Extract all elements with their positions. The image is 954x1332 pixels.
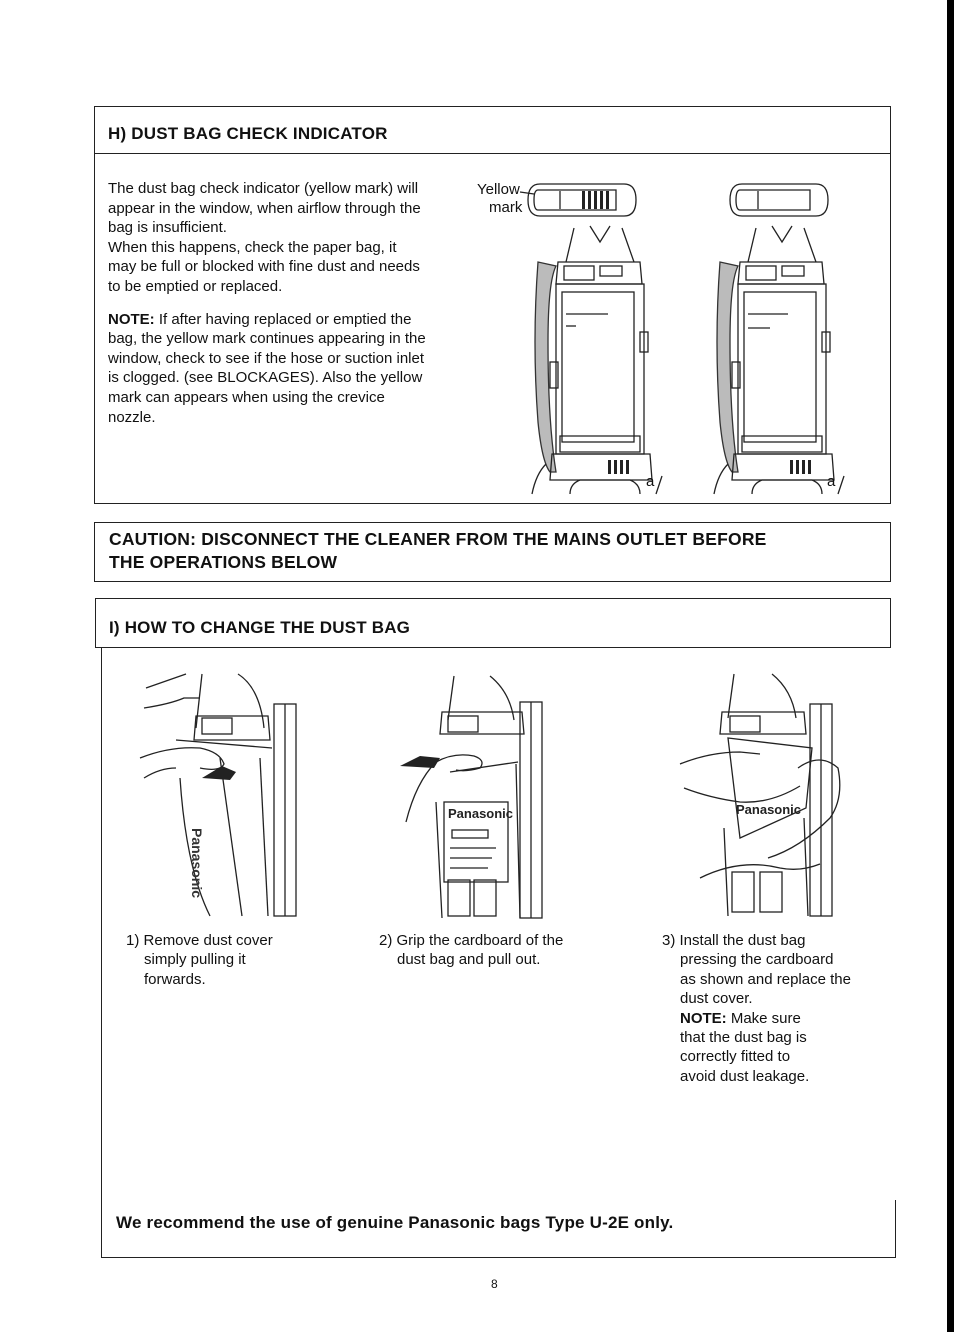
caution-line-1: CAUTION: DISCONNECT THE CLEANER FROM THE MAINS OUTLET BEFORE: [109, 529, 767, 549]
step-3-install-bag-illustration: [680, 668, 848, 920]
step-3-note-text: Make sure that the dust bag is correctly fitted to avoid dust leakage.: [680, 1009, 810, 1085]
caution-line-2: THE OPERATIONS BELOW: [109, 552, 338, 572]
section-i-bottom-border: [101, 1257, 896, 1258]
step-3-number: 3): [662, 932, 676, 949]
step-3-note: [662, 1009, 820, 1087]
vacuum-cleaner-illustration-1: [530, 222, 670, 497]
step-3-text: Install the dust bag pressing the cardboard as shown and replace the dust cover.: [679, 932, 851, 1008]
caution-text: [109, 528, 767, 574]
page-number: 8: [491, 1277, 498, 1291]
section-i-left-border: [101, 648, 102, 1258]
note-text: If after having replaced or emptied the bag, the yellow mark continues appearing in the window, check to see if the hose or suction inlet is clogged. (see BLOCKAGES). Also the yellow mark can appears when using the crevice nozzle.: [108, 310, 426, 426]
step-1-text: Remove dust cover simply pulling it forwards.: [143, 932, 273, 988]
figure-letter-1: a: [646, 473, 655, 490]
recommendation-text: We recommend the use of genuine Panasonic bags Type U-2E only.: [116, 1213, 674, 1232]
step-1-number: 1): [126, 932, 140, 949]
section-h-body: [108, 179, 428, 427]
section-h-title: H) DUST BAG CHECK INDICATOR: [108, 124, 388, 143]
indicator-window-with-mark-illustration: [520, 178, 640, 218]
page-edge-bar: [947, 0, 954, 1332]
step-2-bag-brand: Panasonic: [448, 806, 514, 821]
section-h-title-rule: [94, 153, 891, 154]
indicator-window-empty-illustration: [722, 178, 832, 218]
step-3-note-label: NOTE:: [680, 1009, 727, 1027]
section-h-paragraph-1: The dust bag check indicator (yellow mark) will appear in the window, when airflow through the bag is insufficient.: [108, 180, 421, 237]
svg-text:Panasonic: Panasonic: [189, 828, 205, 899]
step-1-caption: [126, 931, 306, 989]
yellow-label-line-1: Yellow: [477, 181, 520, 198]
section-i-title: I) HOW TO CHANGE THE DUST BAG: [109, 618, 411, 637]
note-label: NOTE:: [108, 310, 155, 328]
step-3-caption: [662, 931, 852, 1086]
step-3-bag-brand: Panasonic: [736, 802, 802, 817]
section-h-paragraph-2: When this happens, check the paper bag, it may be full or blocked with fine dust and needs to be emptied or replaced.: [108, 238, 420, 295]
section-i-right-border: [895, 1200, 896, 1258]
step-2-text: Grip the cardboard of the dust bag and pull out.: [396, 932, 564, 969]
vacuum-cleaner-illustration-2: [712, 222, 852, 497]
step-2-pull-bag-illustration: [396, 672, 556, 922]
yellow-label-line-2: mark: [489, 199, 523, 216]
yellow-mark-label: [477, 181, 522, 217]
step-1-remove-cover-illustration: [140, 668, 310, 920]
step-2-number: 2): [379, 932, 393, 949]
section-h-note: [108, 310, 428, 428]
step-2-caption: [379, 931, 569, 970]
figure-letter-2: a: [827, 473, 836, 490]
